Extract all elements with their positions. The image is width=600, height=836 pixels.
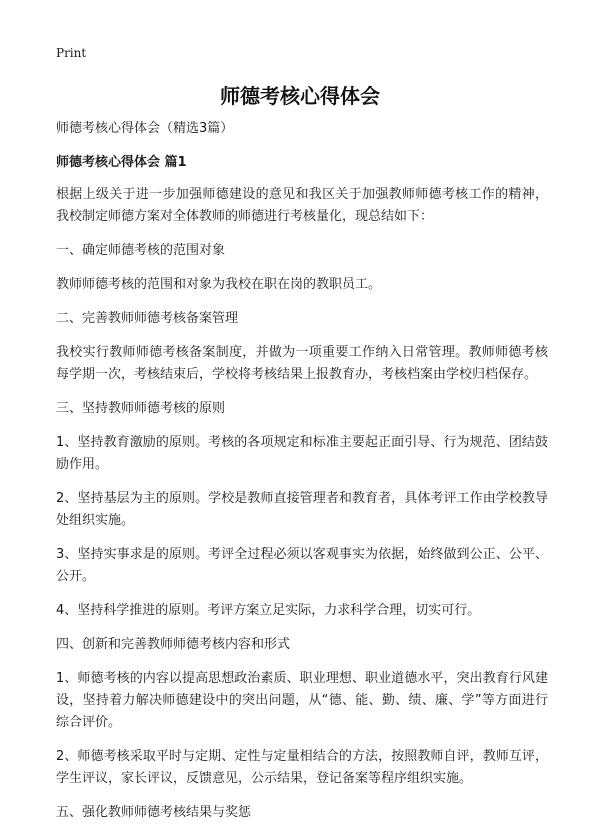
- principle-1: 1、坚持教育激励的原则。考核的各项规定和标准主要起正面引导、行为规范、团结鼓励作用。: [56, 435, 548, 472]
- page-title: 师德考核心得体会: [220, 84, 380, 108]
- content-form-2: 2、师德考核采取平时与定期、定性与定量相结合的方法，按照教师自评，教师互评，学生评议，家长评议，反馈意见，公示结果，登记备案等程序组织实施。: [56, 749, 548, 786]
- principle-4: 4、坚持科学推进的原则。考评方案立足实际，力求科学合理，切实可行。: [56, 603, 481, 618]
- heading-scope: 一、确定师德考核的范围对象: [56, 243, 226, 258]
- heading-results-rewards: 五、强化教师师德考核结果与奖惩: [56, 805, 252, 820]
- heading-principles: 三、坚持教师师德考核的原则: [56, 401, 226, 416]
- document-subtitle: 师德考核心得体会（精选3篇）: [56, 121, 234, 136]
- principle-2: 2、坚持基层为主的原则。学校是教师直接管理者和教育者，具体考评工作由学校教导处组织实施。: [56, 491, 548, 528]
- print-label: Print: [56, 46, 87, 60]
- intro-paragraph: 根据上级关于进一步加强师德建设的意见和我区关于加强教师师德考核工作的精神，我校制定师德方案对全体教师的师德进行考核量化，现总结如下：: [56, 187, 548, 224]
- document-body: [56, 118, 548, 836]
- paragraph-scope: 教师师德考核的范围和对象为我校在职在岗的教职员工。: [56, 277, 382, 292]
- content-form-1: 1、师德考核的内容以提高思想政治素质、职业理想、职业道德水平，突出教育行风建设，坚持着力解决师德建设中的突出问题，从“德、能、勤、绩、廉、学”等方面进行综合评价。: [56, 671, 548, 730]
- heading-content-form: 四、创新和完善教师师德考核内容和形式: [56, 637, 291, 652]
- heading-record-management: 二、完善教师师德考核备案管理: [56, 311, 239, 326]
- paragraph-record-management: 我校实行教师师德考核备案制度，并做为一项重要工作纳入日常管理。教师师德考核每学期一次，考核结束后，学校将考核结果上报教育办，考核档案由学校归档保存。: [56, 345, 548, 382]
- section-title: 师德考核心得体会 篇1: [56, 155, 187, 170]
- principle-3: 3、坚持实事求是的原则。考评全过程必须以客观事实为依据，始终做到公正、公平、公开。: [56, 547, 548, 584]
